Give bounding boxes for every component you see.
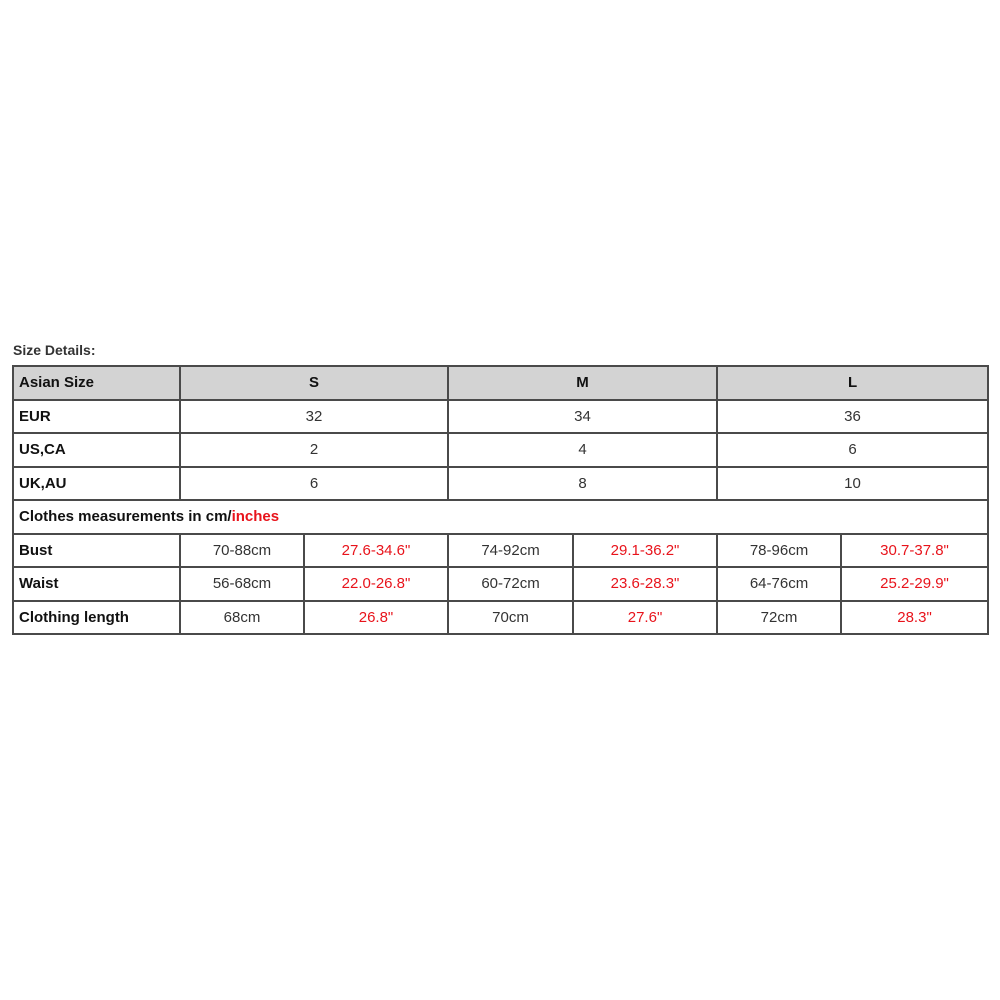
row-label: Bust	[13, 534, 180, 568]
table-row	[13, 534, 988, 568]
cm-cell: 56-68cm	[180, 567, 304, 601]
inch-cell: 28.3"	[841, 601, 988, 635]
row-label: Clothing length	[13, 601, 180, 635]
size-l: L	[717, 366, 988, 400]
inch-cell: 29.1-36.2"	[573, 534, 717, 568]
inches-highlight: inches	[231, 508, 280, 526]
table-row	[13, 567, 988, 601]
row-label: US,CA	[13, 433, 180, 467]
cell: 6	[717, 433, 988, 467]
size-m: M	[448, 366, 717, 400]
table-row	[13, 467, 988, 501]
row-label: EUR	[13, 400, 180, 434]
cm-cell: 60-72cm	[448, 567, 573, 601]
cm-cell: 64-76cm	[717, 567, 841, 601]
table-row	[13, 400, 988, 434]
cm-cell: 70-88cm	[180, 534, 304, 568]
cm-cell: 78-96cm	[717, 534, 841, 568]
header-label: Asian Size	[13, 366, 180, 400]
cell: 4	[448, 433, 717, 467]
header-row	[13, 366, 988, 400]
inch-cell: 26.8"	[304, 601, 448, 635]
cm-cell: 74-92cm	[448, 534, 573, 568]
cell: 2	[180, 433, 448, 467]
inch-cell: 22.0-26.8"	[304, 567, 448, 601]
inch-cell: 25.2-29.9"	[841, 567, 988, 601]
cell: 34	[448, 400, 717, 434]
cm-cell: 72cm	[717, 601, 841, 635]
measurements-heading-text: Clothes measurements in cm/	[19, 508, 232, 526]
row-label: UK,AU	[13, 467, 180, 501]
inch-cell: 27.6"	[573, 601, 717, 635]
measurements-heading-row	[13, 500, 988, 534]
table-row	[13, 433, 988, 467]
size-s: S	[180, 366, 448, 400]
table-row	[13, 601, 988, 635]
inch-cell: 27.6-34.6"	[304, 534, 448, 568]
cm-cell: 70cm	[448, 601, 573, 635]
cm-cell: 68cm	[180, 601, 304, 635]
size-details-title: Size Details:	[13, 342, 96, 358]
inch-cell: 30.7-37.8"	[841, 534, 988, 568]
cell: 8	[448, 467, 717, 501]
measurements-heading	[13, 500, 988, 534]
cell: 6	[180, 467, 448, 501]
cell: 32	[180, 400, 448, 434]
inch-cell: 23.6-28.3"	[573, 567, 717, 601]
row-label: Waist	[13, 567, 180, 601]
size-chart-table	[12, 365, 989, 635]
cell: 10	[717, 467, 988, 501]
cell: 36	[717, 400, 988, 434]
